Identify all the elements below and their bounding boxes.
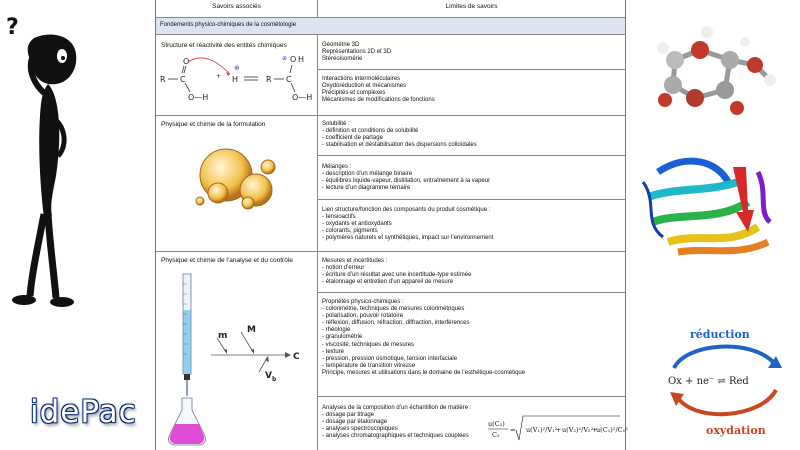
idepac-logo: idePac	[30, 394, 137, 430]
svg-text:O—H: O—H	[292, 93, 313, 102]
limits-solubilite: Solubilité : - définition et conditions de solubilité - coefficient de partage - stabilisation et déstabilisation des dispersions colloïdales	[322, 121, 477, 149]
section-title: Fondements physico-chimiques de la cosmétologie	[160, 22, 297, 28]
svg-text:+: +	[556, 426, 562, 434]
molecule-3d-illustration	[645, 20, 780, 120]
svg-text:O: O	[183, 57, 190, 66]
table-header-row	[156, 0, 625, 18]
emulsion-bubbles-illustration	[186, 145, 286, 215]
reduction-label: réduction	[690, 328, 750, 341]
limits-analyses: Analyses de la composition d’un échantillon de matière : - dosage par titrage - dosage par étalonnage - analyses spectroscopiques - analyses chromatographiques et techniques couplées	[322, 405, 472, 440]
question-mark: ?	[6, 15, 19, 40]
svg-text:O—H: O—H	[188, 93, 209, 102]
curriculum-table	[155, 0, 626, 450]
limits-interactions: Interactions intermoléculaires Oxydoréduction et mécanismes Précipités et complexes Mécanismes de modifications de fonctions	[322, 76, 435, 104]
svg-text:H: H	[232, 75, 239, 84]
svg-text:u(V₁)²/V₁²: u(V₁)²/V₁²	[526, 426, 558, 434]
svg-text:+: +	[216, 73, 222, 80]
redox-equation: Ox + ne⁻ ⇌ Red	[668, 376, 749, 387]
svg-text:C: C	[180, 75, 186, 84]
svg-text:C: C	[286, 75, 292, 84]
svg-text:m: m	[218, 331, 228, 341]
redox-cycle-diagram	[656, 318, 796, 440]
svg-text:O: O	[290, 55, 297, 64]
svg-text:⊕: ⊕	[282, 55, 288, 62]
limits-melanges: Mélanges : - description d’un mélange binaire - équilibres liquide-vapeur, distillation, entraînement à la vapeur - lecture d’un diagramme ternaire	[322, 164, 491, 192]
svg-text:C₂: C₂	[492, 431, 500, 439]
limits-proprietes: Propriétés physico-chimiques : - colorimétrie, techniques de mesures colorimétriques - polarisation, pouvoir rotatoire - réflexion, diffusion, réfraction, diffraction, interférences - rhéologie - granulométrie - viscosité, techniques de mesures - texture - pression, pression osmotique, tension interfaciale - température de transition vitreuse Principe, mesures et utilisations dans le domaine de l’esthétique-cosmétique	[322, 299, 526, 376]
svg-text:+: +	[592, 426, 598, 434]
row-structure-title: Structure et réactivité des entités chimiques	[161, 42, 287, 49]
svg-text:=: =	[510, 426, 516, 434]
svg-text:u(C₁)²/C₁²: u(C₁)²/C₁²	[596, 426, 628, 434]
svg-text:u(C₂): u(C₂)	[488, 420, 505, 428]
header-savoirs: Savoirs associés	[212, 3, 261, 10]
uncertainty-formula	[486, 414, 628, 446]
row-formulation-title: Physique et chimie de la formulation	[161, 121, 266, 128]
redox-arrows	[656, 318, 796, 440]
svg-text:V: V	[265, 371, 272, 381]
oxydation-label: oxydation	[706, 424, 766, 437]
protein-ribbon-illustration	[638, 152, 778, 262]
svg-text:⊕: ⊕	[234, 64, 240, 72]
limits-structure-fonction: Lien structure/fonction des composants du produit cosmétique : - tensioactifs - oxydants et antioxydants - colorants, pigments - polymères naturels et synthétiques, impact sur l’environnement	[322, 207, 494, 242]
titration-apparatus-illustration	[171, 270, 311, 448]
svg-text:b: b	[272, 376, 277, 383]
svg-text:C: C	[293, 352, 300, 362]
reaction-scheme	[158, 52, 316, 112]
limits-geometrie: Géométrie 3D Représentations 2D et 3D Stéréoisomérie	[322, 42, 392, 63]
svg-text:R: R	[160, 75, 166, 84]
svg-text:H: H	[298, 55, 305, 64]
header-limites: Limites de savoirs	[445, 3, 498, 10]
section-title-row	[156, 18, 625, 35]
svg-text:R: R	[266, 75, 272, 84]
row-analyse-title: Physique et chimie de l’analyse et du contrôle	[161, 257, 293, 264]
limits-mesures: Mesures et incertitudes : - notion d’erreur - écriture d’un résultat avec une incertitude-type estimée - étalonnage et entretien d’un appareil de mesure	[322, 258, 472, 286]
svg-text:M: M	[247, 325, 256, 335]
svg-text:u(V₂)²/V₂²: u(V₂)²/V₂²	[562, 426, 594, 434]
thinker-illustration	[4, 6, 88, 316]
